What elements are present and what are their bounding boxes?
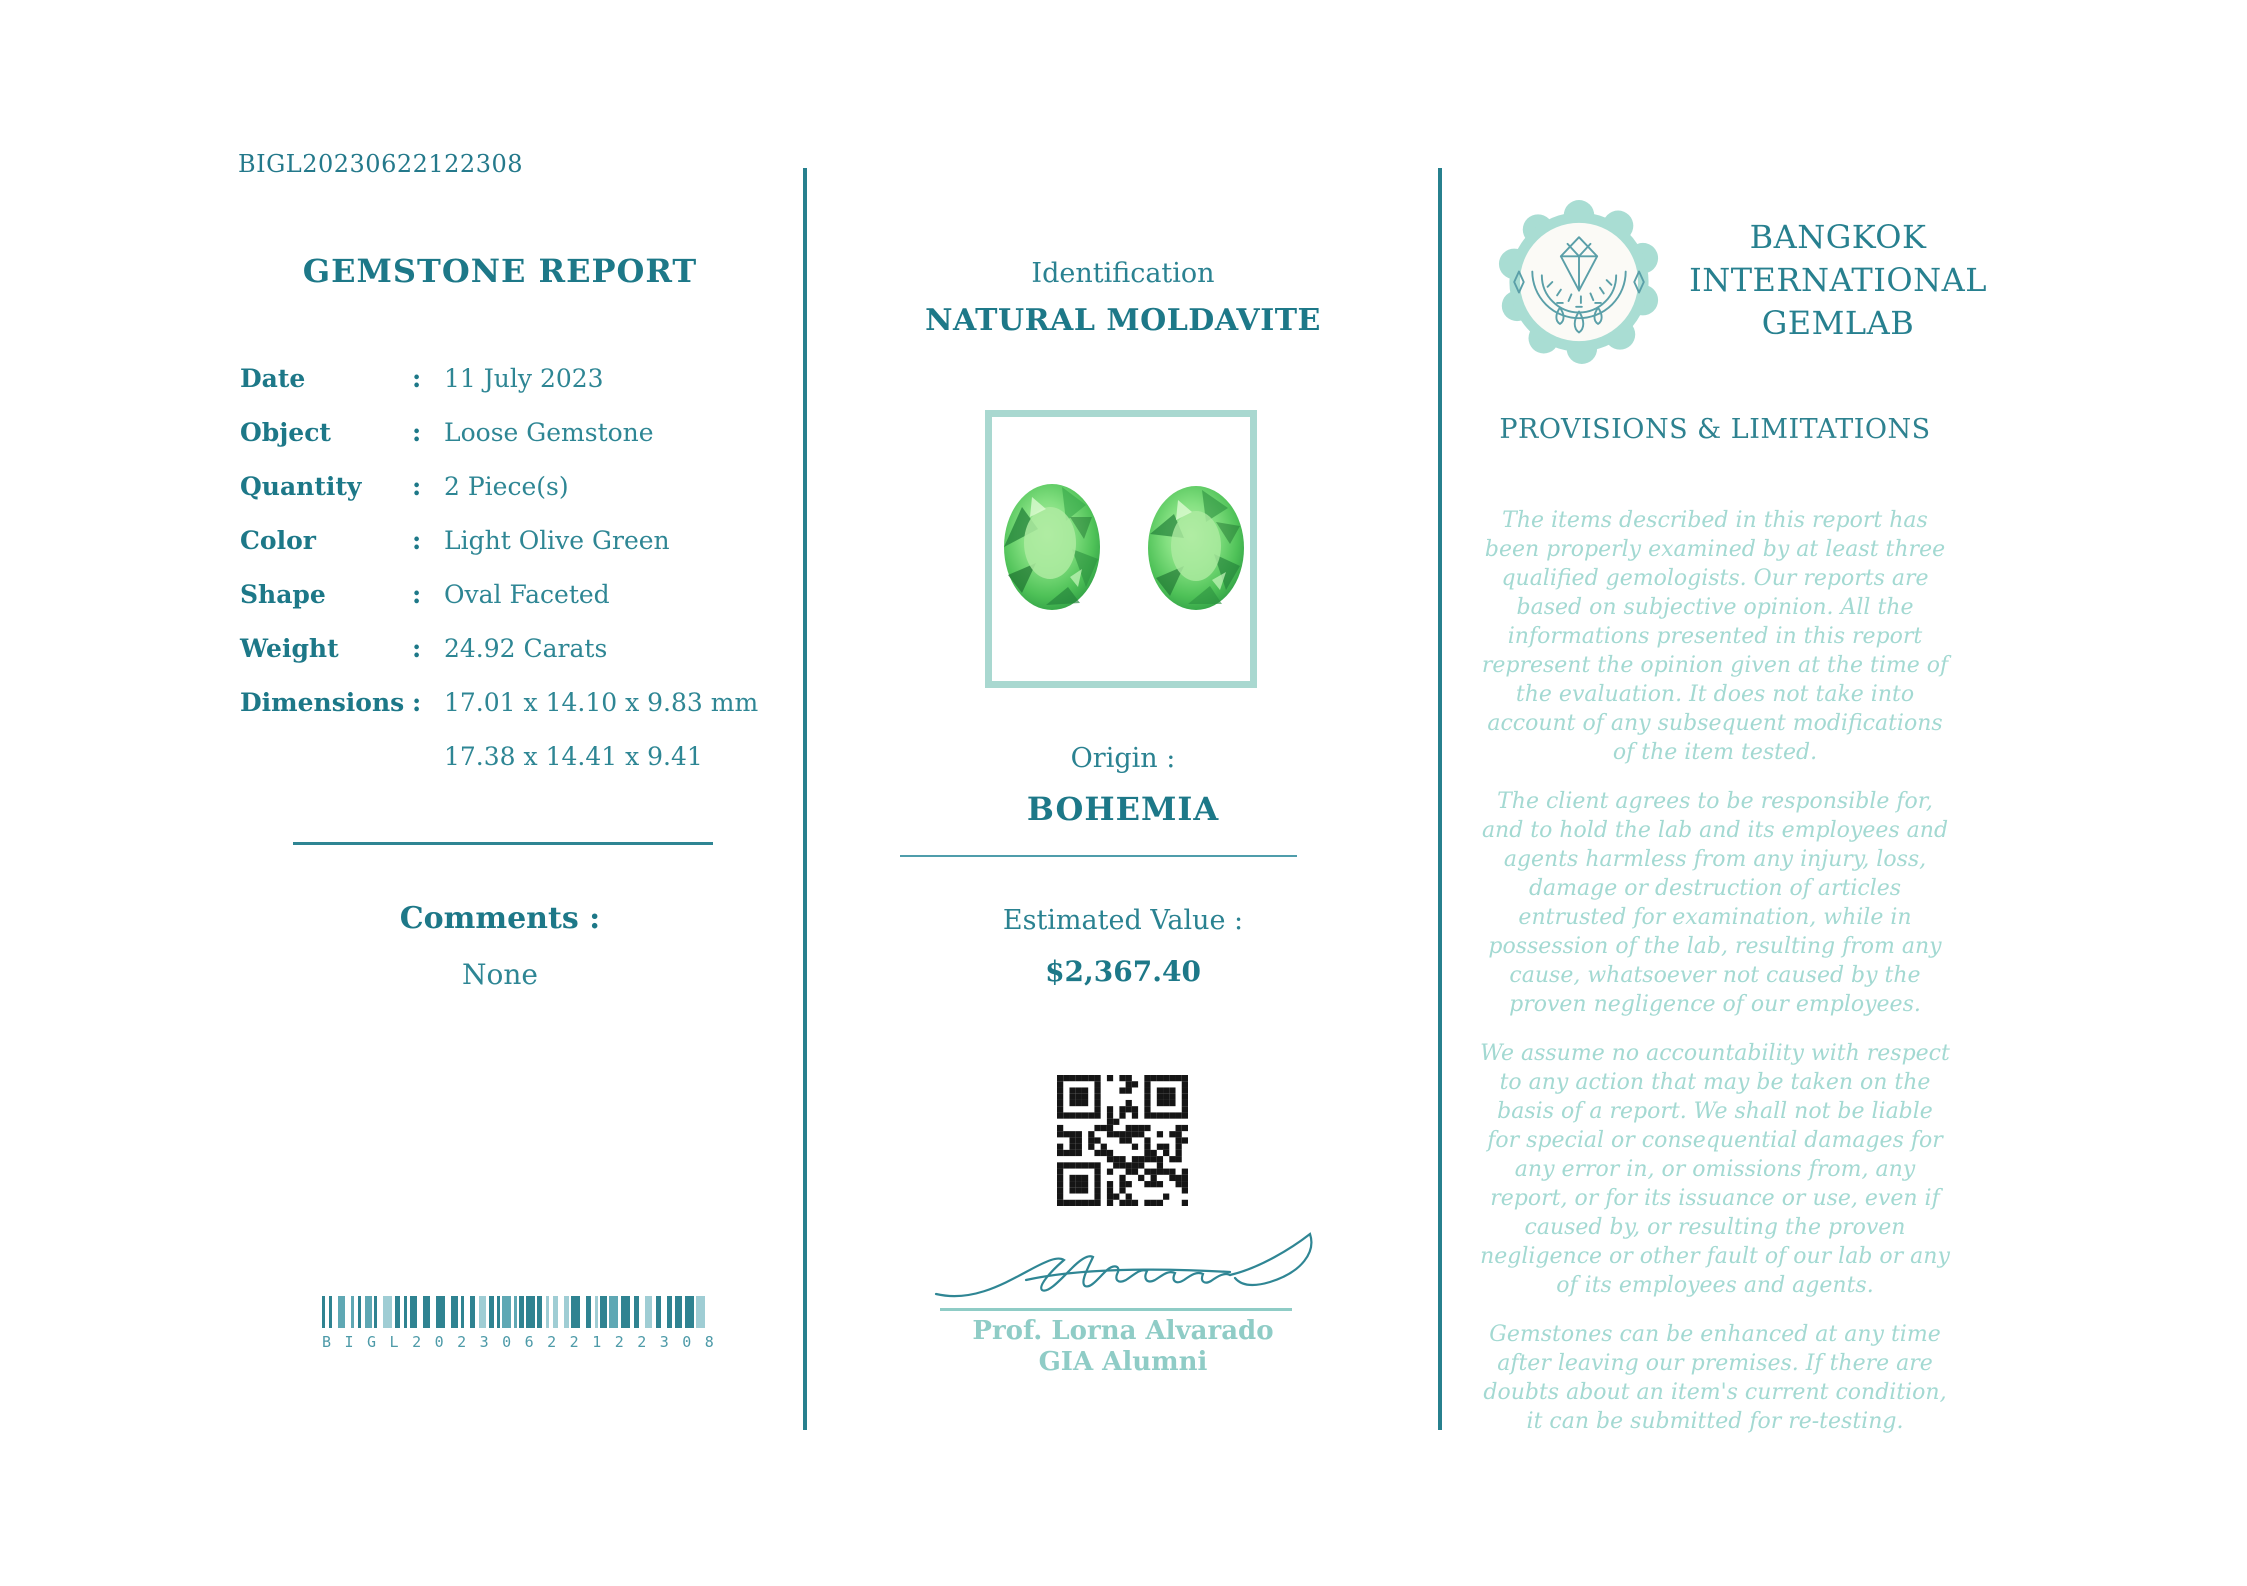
field-value: Oval Faceted — [444, 580, 610, 609]
origin-label: Origin : — [1070, 743, 1176, 774]
field-row-color — [240, 526, 760, 580]
lab-name-line: BANGKOK — [1749, 218, 1927, 256]
field-row-date — [240, 364, 760, 418]
field-row-dimensions-2 — [240, 742, 760, 796]
field-value: 17.38 x 14.41 x 9.41 — [444, 742, 703, 771]
left-divider-rule — [293, 842, 713, 845]
middle-divider-rule — [900, 855, 1297, 857]
signature-stroke — [930, 1230, 1330, 1312]
qr-code-image — [1057, 1075, 1188, 1206]
left-column-header — [240, 252, 760, 290]
barcode-char: 0 — [502, 1333, 512, 1351]
field-colon: : — [412, 418, 422, 447]
field-label: Dimensions — [240, 688, 405, 717]
provisions-paragraph: The items described in this report has been properly examined by at least three qualified gemologists. Our reports are based on subjective opinion. All the informations presented in this report represent the opinion given at the time of the evaluation. It does not take into account of any subsequent modifications of the item tested. — [1481, 508, 1949, 765]
report-title: GEMSTONE REPORT — [302, 252, 698, 290]
barcode — [322, 1296, 714, 1351]
provisions-paragraph: Gemstones can be enhanced at any time after leaving our premises. If there are doubts about an item's current condition, it can be submitted for re-testing. — [1483, 1322, 1947, 1434]
provisions-paragraph: We assume no accountability with respect to any action that may be taken on the basis of a report. We shall not be liable for special or consequential damages for any error in, or omissions from, any report, or for its issuance or use, even if caused by, or resulting the proven negligence or other fault of our lab or any of its employees and agents. — [1480, 1041, 1950, 1298]
field-colon: : — [412, 472, 422, 501]
barcode-char: 6 — [524, 1333, 534, 1351]
provisions-paragraph: The client agrees to be responsible for, and to hold the lab and its employees and agents harmless from any injury, loss, damage or destruction of articles entrusted for examination, while in possession of the lab, resulting from any cause, whatsoever not caused by the proven negligence of our employees. — [1481, 789, 1949, 1017]
signer-title: GIA Alumni — [1038, 1347, 1208, 1377]
identification-value: NATURAL MOLDAVITE — [925, 303, 1321, 338]
field-colon: : — [412, 580, 422, 609]
lab-name-line: GEMLAB — [1761, 304, 1915, 342]
comments-value: None — [462, 958, 538, 991]
barcode-char: 3 — [659, 1333, 669, 1351]
barcode-char: L — [389, 1333, 399, 1351]
barcode-char: 2 — [614, 1333, 624, 1351]
estimated-value: $2,367.40 — [1045, 955, 1201, 988]
gemlab-badge-icon — [1498, 200, 1660, 364]
barcode-char: 2 — [569, 1333, 579, 1351]
barcode-char: 2 — [637, 1333, 647, 1351]
column-divider-left — [803, 168, 807, 1430]
barcode-char: 3 — [479, 1333, 489, 1351]
barcode-char: 2 — [412, 1333, 422, 1351]
barcode-char: 2 — [457, 1333, 467, 1351]
field-value: Loose Gemstone — [444, 418, 654, 447]
field-value: 17.01 x 14.10 x 9.83 mm — [444, 688, 759, 717]
field-value: Light Olive Green — [444, 526, 670, 555]
field-colon: : — [412, 526, 422, 555]
provisions-title: PROVISIONS & LIMITATIONS — [1499, 414, 1931, 445]
estimated-value-label: Estimated Value : — [1002, 905, 1244, 936]
field-colon: : — [412, 634, 422, 663]
barcode-char: 0 — [434, 1333, 444, 1351]
barcode-char: 8 — [704, 1333, 714, 1351]
field-colon: : — [412, 364, 422, 393]
lab-logo — [1498, 200, 1660, 364]
gem-left — [1004, 484, 1100, 610]
comments-label: Comments : — [399, 901, 601, 936]
field-label: Object — [240, 418, 331, 447]
barcode-char: G — [367, 1333, 377, 1351]
field-row-shape — [240, 580, 760, 634]
column-divider-right — [1438, 168, 1442, 1430]
field-row-object — [240, 418, 760, 472]
barcode-text — [322, 1333, 714, 1351]
signature — [930, 1230, 1330, 1312]
lab-name-line: INTERNATIONAL — [1689, 261, 1987, 299]
field-value: 11 July 2023 — [444, 364, 604, 393]
barcode-char: 0 — [682, 1333, 692, 1351]
field-row-quantity — [240, 472, 760, 526]
barcode-char: B — [322, 1333, 332, 1351]
qr-code — [1057, 1075, 1188, 1206]
field-label: Quantity — [240, 472, 362, 501]
signature-line — [940, 1308, 1292, 1311]
gem-photo-frame — [985, 410, 1257, 688]
barcode-bars — [322, 1296, 714, 1328]
origin-value: BOHEMIA — [1026, 790, 1220, 828]
field-label: Weight — [240, 634, 339, 663]
barcode-char: I — [344, 1333, 354, 1351]
field-label: Shape — [240, 580, 326, 609]
barcode-char: 2 — [547, 1333, 557, 1351]
field-row-dimensions — [240, 688, 760, 742]
lab-name — [1678, 216, 1998, 345]
field-colon: : — [412, 688, 422, 717]
barcode-char: 1 — [592, 1333, 602, 1351]
identification-label: Identification — [1031, 258, 1215, 289]
gem-right — [1148, 486, 1244, 610]
provisions-paragraphs — [1480, 506, 1950, 1456]
signer-name: Prof. Lorna Alvarado — [972, 1316, 1274, 1346]
report-number: BIGL20230622122308 — [238, 150, 523, 178]
field-value: 24.92 Carats — [444, 634, 608, 663]
field-label: Color — [240, 526, 316, 555]
field-label: Date — [240, 364, 306, 393]
gem-attributes-list — [240, 364, 760, 796]
field-row-weight — [240, 634, 760, 688]
gem-photo — [992, 417, 1250, 681]
comments-section — [240, 901, 760, 991]
field-value: 2 Piece(s) — [444, 472, 569, 501]
